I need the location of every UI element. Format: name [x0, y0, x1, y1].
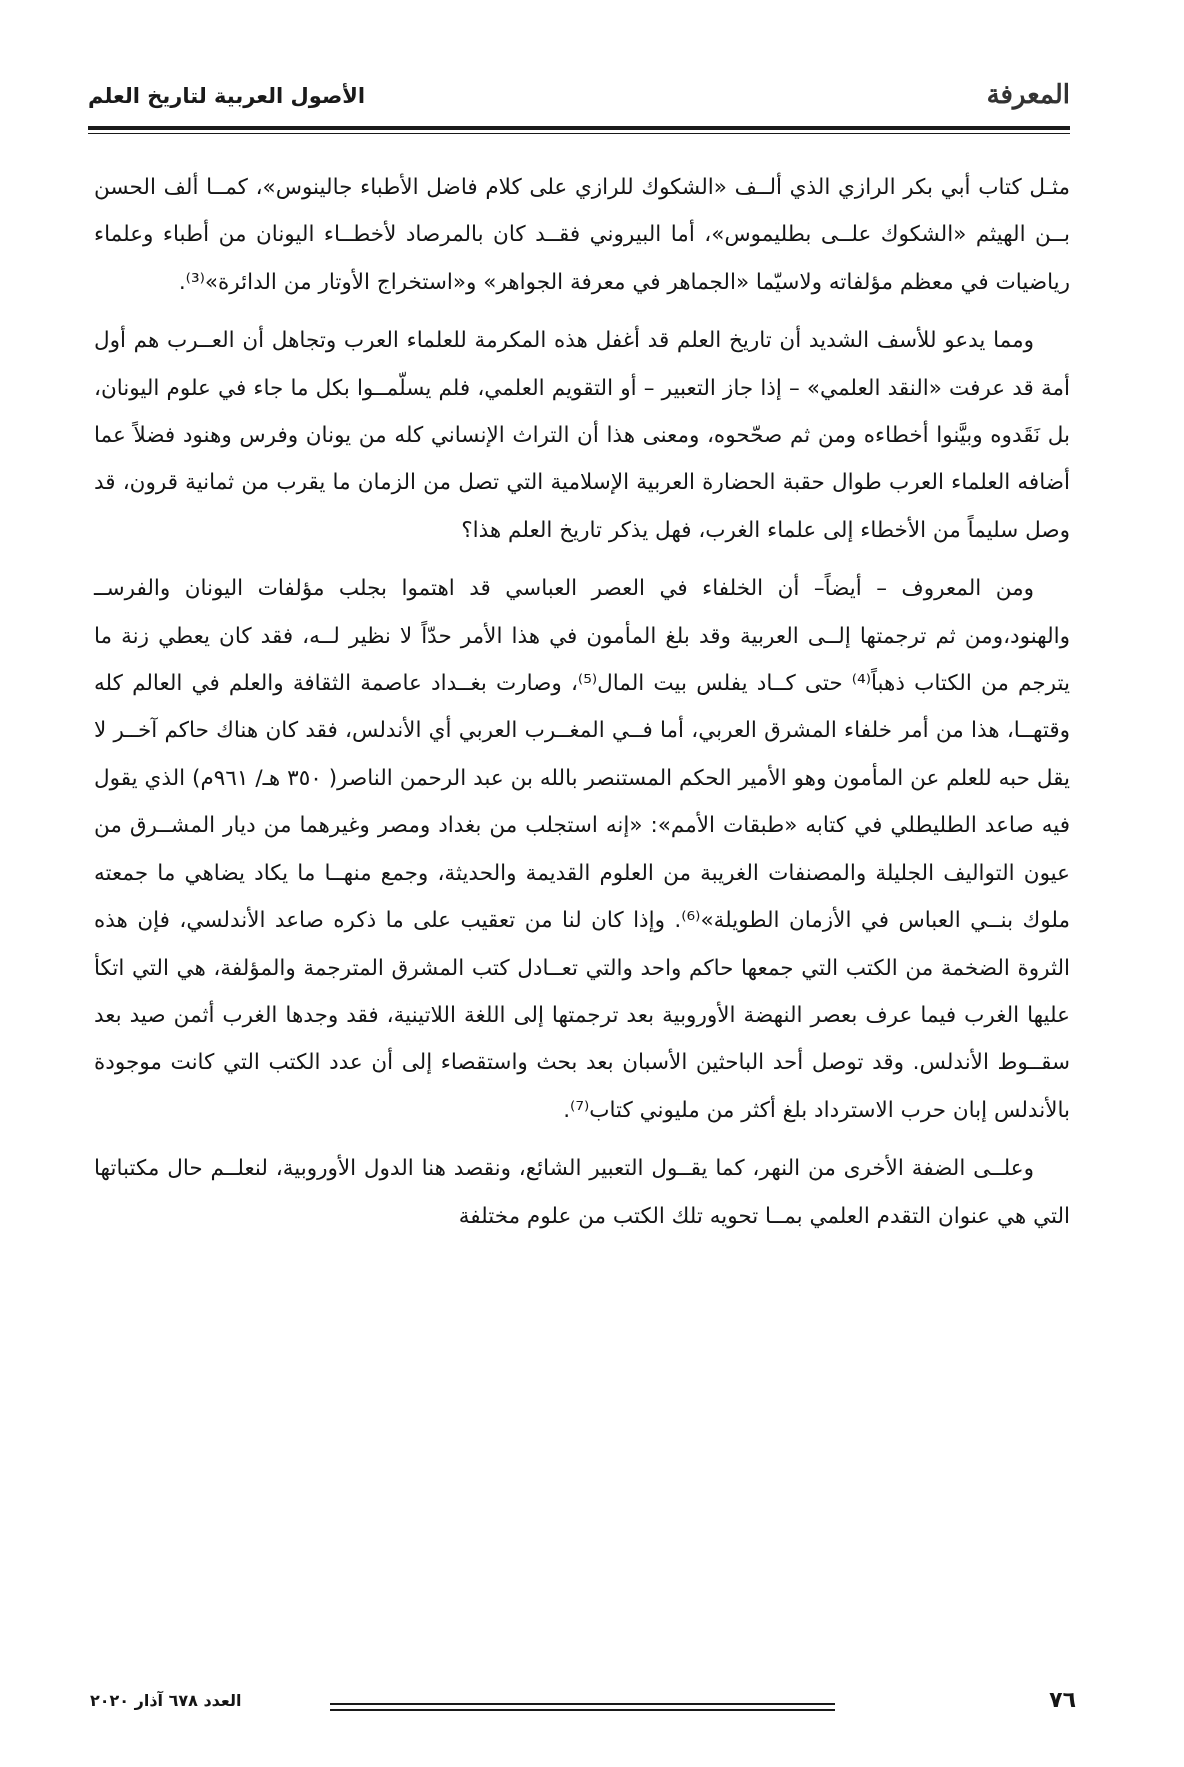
- paragraph-2: ومما يدعو للأسف الشديد أن تاريخ العلم قد أغفل هذه المكرمة للعلماء العرب وتجاهل أن العــرب هم أول أمة قد عرفت «النقد العلمي» – إذا جاز التعبير – أو التقويم العلمي، فلم يسلّمــوا بكل ما جاء في علوم اليونان، بل نَقَدوه وبيَّنوا أخطاءه ومن ثم صحّحوه، ومعنى هذا أن التراث الإنساني كله من يونان وفرس وهنود فضلاً عما أضافه العلماء العرب طوال حقبة الحضارة العربية الإسلامية التي تصل من الزمان ما يقرب من ثمانية قرون، قد وصل سليماً من الأخطاء إلى علماء الغرب، فهل يذكر تاريخ العلم هذا؟: [94, 328, 1070, 543]
- header-rule: [88, 126, 1070, 130]
- footer-rule: [330, 1703, 835, 1711]
- header-rule-thin: [88, 133, 1070, 134]
- paragraph-1: مثـل كتاب أبي بكر الرازي الذي ألــف «الشكوك للرازي على كلام فاضل الأطباء جالينوس»، كمــا ألف الحسن بــن الهيثم «الشكوك علــى بطليموس»، أما البيروني فقــد كان بالمرصاد لأخطــاء اليونان من أطباء وعلماء رياضيات في معظم مؤلفاته ولاسيّما «الجماهر في معرفة الجواهر» و«استخراج الأوتار من الدائرة»⁽³⁾.: [94, 175, 1070, 295]
- article-running-title: الأصول العربية لتاريخ العلم: [88, 84, 366, 108]
- paragraph-4: وعلــى الضفة الأخرى من النهر، كما يقــول التعبير الشائع، ونقصد هنا الدول الأوروبية، لنعلــم حال مكتباتها التي هي عنوان التقدم العلمي بمــا تحويه تلك الكتب من علوم مختلفة: [94, 1156, 1070, 1229]
- article-body: [94, 164, 1070, 1240]
- issue-label: العدد ٦٧٨ آذار ٢٠٢٠: [90, 1691, 242, 1710]
- magazine-logo: المعرفة: [986, 80, 1070, 110]
- paragraph-3: ومن المعروف – أيضاً– أن الخلفاء في العصر العباسي قد اهتموا بجلب مؤلفات اليونان والفرســ والهنود،ومن ثم ترجمتها إلــى العربية وقد بلغ المأمون في هذا الأمر حدّاً لا نظير لــه، فقد كان يعطي زنة ما يترجم من الكتاب ذهباً⁽⁴⁾ حتى كــاد يفلس بيت المال⁽⁵⁾، وصارت بغــداد عاصمة الثقافة والعلم في العالم كله وقتهــا، هذا من أمر خلفاء المشرق العربي، أما فــي المغــرب العربي أي الأندلس، فقد كان هناك حاكم آخــر لا يقل حبه للعلم عن المأمون وهو الأمير الحكم المستنصر بالله بن عبد الرحمن الناصر( ٣٥٠ هـ/ ٩٦١م) الذي يقول فيه صاعد الطليطلي في كتابه «طبقات الأمم»: «إنه استجلب من بغداد ومصر وغيرهما من ديار المشــرق من عيون التواليف الجليلة والمصنفات الغريبة من العلوم القديمة والحديثة، وجمع منهــا ما يكاد يضاهي ما جمعته ملوك بنــي العباس في الأزمان الطويلة»⁽⁶⁾. وإذا كان لنا من تعقيب على ما ذكره صاعد الأندلسي، فإن هذه الثروة الضخمة من الكتب التي جمعها حاكم واحد والتي تعــادل كتب المشرق المترجمة والمؤلفة، هي التي اتكأ عليها الغرب فيما عرف بعصر النهضة الأوروبية بعد ترجمتها إلى اللغة اللاتينية، فقد وجدها الغرب أثمن صيد بعد سقــوط الأندلس. وقد توصل أحد الباحثين الأسبان بعد بحث واستقصاء إلى أن عدد الكتب التي كانت موجودة بالأندلس إبان حرب الاسترداد بلغ أكثر من مليوني كتاب⁽⁷⁾.: [94, 576, 1071, 1123]
- page-number: ٧٦: [1049, 1688, 1076, 1713]
- page-header: [88, 80, 1070, 118]
